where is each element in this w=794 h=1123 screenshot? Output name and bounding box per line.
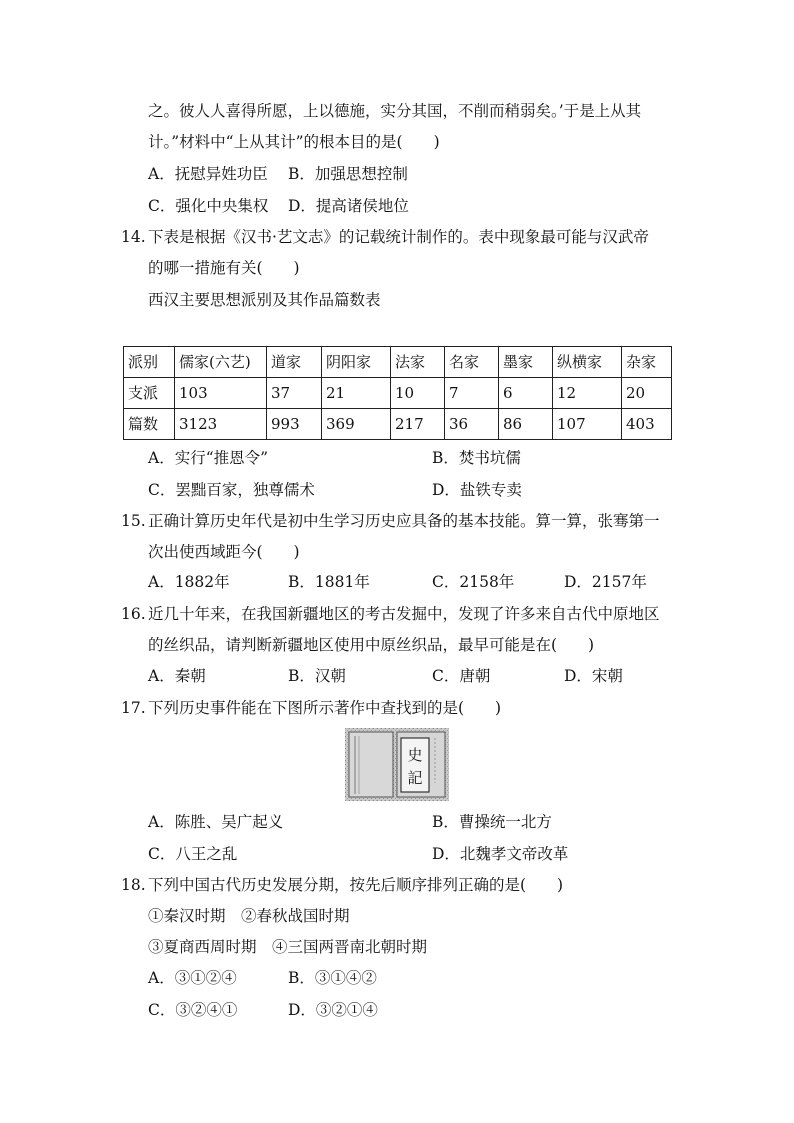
q18-option-c[interactable]: C．③②④① [148, 1001, 238, 1019]
table-cell: 403 [622, 409, 672, 440]
q13-text-line2: 计。”材料中“上从其计”的根本目的是( ) [148, 133, 440, 151]
q14-table-title: 西汉主要思想派别及其作品篇数表 [148, 291, 381, 309]
q13-option-a[interactable]: A．抚慰异姓功臣 [148, 165, 268, 183]
table-cell: 107 [553, 409, 622, 440]
table-row [124, 409, 672, 440]
q14-number: 14. [121, 228, 146, 246]
q16-text-line2: 的丝织品，请判断新疆地区使用中原丝织品，最早可能是在( ) [148, 636, 595, 654]
q15-text-line1: 正确计算历史年代是初中生学习历史应具备的基本技能。算一算，张骞第一 [148, 512, 660, 530]
book-title-char-1: 史 [407, 746, 423, 764]
table-header-cell: 法家 [391, 347, 445, 378]
q13-option-b[interactable]: B．加强思想控制 [288, 165, 408, 183]
table-cell: 37 [267, 378, 322, 409]
table-header-cell: 道家 [267, 347, 322, 378]
q14-option-d[interactable]: D．盐铁专卖 [432, 481, 522, 499]
q13-option-d[interactable]: D．提高诸侯地位 [288, 197, 409, 215]
q15-option-a[interactable]: A．1882年 [148, 573, 230, 591]
table-cell: 217 [391, 409, 445, 440]
table-cell: 86 [499, 409, 553, 440]
q14-option-b[interactable]: B．焚书坑儒 [432, 449, 521, 467]
q14-option-a[interactable]: A．实行“推恩令” [148, 449, 269, 467]
q18-option-a[interactable]: A．③①②④ [148, 969, 237, 987]
q13-text-line1: 之。彼人人喜得所愿，上以德施，实分其国，不削而稍弱矣。’于是上从其 [148, 102, 642, 120]
table-cell: 10 [391, 378, 445, 409]
table-header-cell: 杂家 [622, 347, 672, 378]
q16-option-a[interactable]: A．秦朝 [148, 667, 206, 685]
q16-option-b[interactable]: B．汉朝 [288, 667, 346, 685]
q15-option-c[interactable]: C．2158年 [432, 573, 515, 591]
q16-number: 16. [121, 605, 146, 623]
q14-text-line2: 的哪一措施有关( ) [148, 259, 300, 277]
q17-option-d[interactable]: D．北魏孝文帝改革 [432, 845, 569, 863]
q17-number: 17. [121, 699, 146, 717]
table-header-cell: 纵横家 [553, 347, 622, 378]
table-header-cell: 派别 [124, 347, 175, 378]
q14-option-c[interactable]: C．罢黜百家，独尊儒术 [148, 481, 315, 499]
q15-text-line2: 次出使西域距今( ) [148, 543, 300, 561]
table-cell: 21 [322, 378, 391, 409]
q18-option-d[interactable]: D．③②①④ [288, 1001, 378, 1019]
table-cell: 103 [175, 378, 267, 409]
q18-number: 18. [121, 876, 146, 894]
table-cell: 7 [445, 378, 499, 409]
table-header-row [124, 347, 672, 378]
table-cell: 20 [622, 378, 672, 409]
table-header-cell: 儒家(六艺) [175, 347, 267, 378]
table-cell: 36 [445, 409, 499, 440]
q17-option-c[interactable]: C．八王之乱 [148, 845, 238, 863]
school-works-table [123, 346, 672, 440]
q16-text-line1: 近几十年来，在我国新疆地区的考古发掘中，发现了许多来自古代中原地区 [148, 605, 660, 623]
shiji-book-figure [345, 728, 449, 801]
q16-option-c[interactable]: C．唐朝 [432, 667, 491, 685]
q15-number: 15. [121, 512, 146, 530]
table-cell: 3123 [175, 409, 267, 440]
q17-text-line1: 下列历史事件能在下图所示著作中查找到的是( ) [148, 699, 502, 717]
table-cell: 篇数 [124, 409, 175, 440]
table-cell: 993 [267, 409, 322, 440]
q18-text-line2: ①秦汉时期 ②春秋战国时期 [148, 907, 350, 925]
q17-option-b[interactable]: B．曹操统一北方 [432, 813, 552, 831]
book-title-char-2: 記 [407, 769, 423, 787]
q15-option-d[interactable]: D．2157年 [564, 573, 647, 591]
q13-option-c[interactable]: C．强化中央集权 [148, 197, 269, 215]
table-header-cell: 名家 [445, 347, 499, 378]
table-header-cell: 阴阳家 [322, 347, 391, 378]
table-cell: 6 [499, 378, 553, 409]
q18-text-line3: ③夏商西周时期 ④三国两晋南北朝时期 [148, 938, 428, 956]
table-row [124, 378, 672, 409]
table-header-cell: 墨家 [499, 347, 553, 378]
q18-text-line1: 下列中国古代历史发展分期，按先后顺序排列正确的是( ) [148, 876, 564, 894]
q17-option-a[interactable]: A．陈胜、吴广起义 [148, 813, 284, 831]
q14-text-line1: 下表是根据《汉书·艺文志》的记载统计制作的。表中现象最可能与汉武帝 [148, 228, 649, 246]
q16-option-d[interactable]: D．宋朝 [564, 667, 623, 685]
q15-option-b[interactable]: B．1881年 [288, 573, 370, 591]
table-cell: 12 [553, 378, 622, 409]
table-cell: 369 [322, 409, 391, 440]
q18-option-b[interactable]: B．③①④② [288, 969, 377, 987]
table-cell: 支派 [124, 378, 175, 409]
